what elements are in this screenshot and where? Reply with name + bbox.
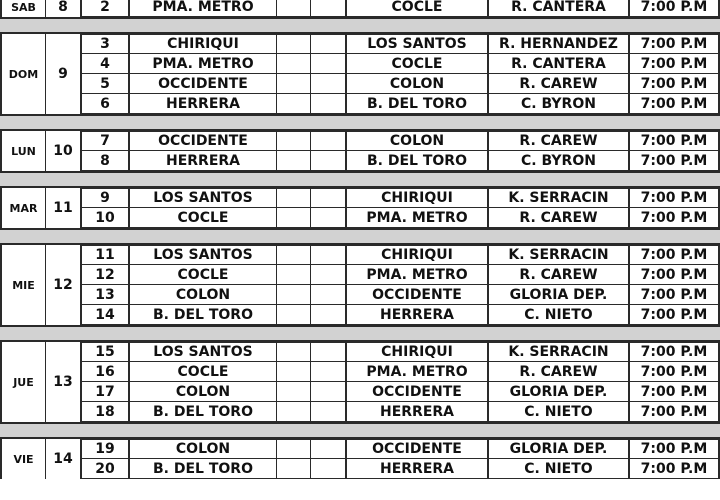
away-team-cell: COLON [347, 132, 489, 150]
score-cell-home [277, 402, 311, 421]
date-number: 9 [46, 34, 82, 114]
home-team-cell: PMA. METRO [130, 54, 277, 73]
time-cell: 7:00 P.M [630, 285, 720, 304]
venue-cell: R. CANTERA [489, 54, 630, 73]
score-cell-away [311, 74, 347, 93]
home-team-cell: LOS SANTOS [130, 246, 277, 264]
group-separator [0, 17, 720, 34]
date-number: 14 [46, 439, 82, 479]
score-cell-home [277, 189, 311, 207]
time-cell: 7:00 P.M [630, 208, 720, 227]
time-cell: 7:00 P.M [630, 132, 720, 150]
home-team-cell: HERRERA [130, 151, 277, 170]
match-row [82, 131, 720, 151]
home-team-cell: LOS SANTOS [130, 189, 277, 207]
away-team-cell: HERRERA [347, 402, 489, 421]
day-group [0, 131, 720, 171]
home-team-cell: PMA. METRO [130, 0, 277, 16]
game-number-cell: 9 [82, 189, 130, 207]
match-rows [82, 34, 720, 114]
time-cell: 7:00 P.M [630, 74, 720, 93]
score-cell-home [277, 94, 311, 113]
away-team-cell: COLON [347, 74, 489, 93]
match-row [82, 188, 720, 208]
game-number-cell: 8 [82, 151, 130, 170]
score-cell-home [277, 35, 311, 53]
score-cell-home [277, 459, 311, 478]
venue-cell: R. CAREW [489, 208, 630, 227]
venue-cell: C. NIETO [489, 402, 630, 421]
match-row [82, 362, 720, 382]
game-number-cell: 19 [82, 440, 130, 458]
score-cell-away [311, 151, 347, 170]
score-cell-home [277, 132, 311, 150]
match-rows [82, 131, 720, 171]
time-cell: 7:00 P.M [630, 440, 720, 458]
venue-cell: K. SERRACIN [489, 246, 630, 264]
away-team-cell: LOS SANTOS [347, 35, 489, 53]
time-cell: 7:00 P.M [630, 382, 720, 401]
game-number-cell: 16 [82, 362, 130, 381]
home-team-cell: OCCIDENTE [130, 74, 277, 93]
venue-cell: C. NIETO [489, 305, 630, 324]
away-team-cell: PMA. METRO [347, 362, 489, 381]
group-separator [0, 422, 720, 439]
game-number-cell: 20 [82, 459, 130, 478]
venue-cell: K. SERRACIN [489, 189, 630, 207]
game-number-cell: 18 [82, 402, 130, 421]
match-row [82, 0, 720, 17]
time-cell: 7:00 P.M [630, 459, 720, 478]
away-team-cell: CHIRIQUI [347, 189, 489, 207]
score-cell-away [311, 54, 347, 73]
day-group [0, 34, 720, 114]
match-row [82, 382, 720, 402]
score-cell-home [277, 0, 311, 16]
venue-cell: R. CAREW [489, 74, 630, 93]
time-cell: 7:00 P.M [630, 0, 720, 16]
venue-cell: GLORIA DEP. [489, 440, 630, 458]
day-group [0, 439, 720, 479]
away-team-cell: CHIRIQUI [347, 343, 489, 361]
away-team-cell: PMA. METRO [347, 208, 489, 227]
match-rows [82, 188, 720, 228]
date-number: 13 [46, 342, 82, 422]
time-cell: 7:00 P.M [630, 343, 720, 361]
score-cell-home [277, 343, 311, 361]
score-cell-home [277, 265, 311, 284]
score-cell-home [277, 208, 311, 227]
away-team-cell: PMA. METRO [347, 265, 489, 284]
date-number: 12 [46, 245, 82, 325]
match-row [82, 342, 720, 362]
home-team-cell: COCLE [130, 362, 277, 381]
home-team-cell: CHIRIQUI [130, 35, 277, 53]
score-cell-away [311, 35, 347, 53]
match-row [82, 439, 720, 459]
time-cell: 7:00 P.M [630, 362, 720, 381]
game-number-cell: 12 [82, 265, 130, 284]
date-number: 10 [46, 131, 82, 171]
score-cell-away [311, 285, 347, 304]
day-group [0, 342, 720, 422]
away-team-cell: COCLE [347, 0, 489, 16]
match-row [82, 402, 720, 422]
match-rows [82, 245, 720, 325]
home-team-cell: COCLE [130, 208, 277, 227]
weekday-label: LUN [0, 131, 46, 171]
home-team-cell: COLON [130, 440, 277, 458]
game-number-cell: 4 [82, 54, 130, 73]
score-cell-away [311, 265, 347, 284]
group-separator [0, 114, 720, 131]
away-team-cell: OCCIDENTE [347, 382, 489, 401]
game-number-cell: 5 [82, 74, 130, 93]
time-cell: 7:00 P.M [630, 54, 720, 73]
home-team-cell: COLON [130, 382, 277, 401]
score-cell-home [277, 74, 311, 93]
weekday-label: DOM [0, 34, 46, 114]
weekday-label: JUE [0, 342, 46, 422]
score-cell-home [277, 305, 311, 324]
match-row [82, 54, 720, 74]
time-cell: 7:00 P.M [630, 94, 720, 113]
group-separator [0, 325, 720, 342]
game-number-cell: 11 [82, 246, 130, 264]
match-row [82, 285, 720, 305]
day-group [0, 245, 720, 325]
venue-cell: R. CAREW [489, 132, 630, 150]
venue-cell: GLORIA DEP. [489, 285, 630, 304]
score-cell-away [311, 362, 347, 381]
time-cell: 7:00 P.M [630, 151, 720, 170]
match-row [82, 151, 720, 171]
time-cell: 7:00 P.M [630, 35, 720, 53]
weekday-label: MIE [0, 245, 46, 325]
match-row [82, 34, 720, 54]
game-number-cell: 14 [82, 305, 130, 324]
match-row [82, 94, 720, 114]
time-cell: 7:00 P.M [630, 402, 720, 421]
score-cell-away [311, 189, 347, 207]
away-team-cell: OCCIDENTE [347, 440, 489, 458]
score-cell-away [311, 94, 347, 113]
venue-cell: K. SERRACIN [489, 343, 630, 361]
venue-cell: C. BYRON [489, 151, 630, 170]
game-number-cell: 10 [82, 208, 130, 227]
score-cell-home [277, 440, 311, 458]
home-team-cell: COLON [130, 285, 277, 304]
date-number: 11 [46, 188, 82, 228]
match-row [82, 459, 720, 479]
venue-cell: C. BYRON [489, 94, 630, 113]
match-row [82, 74, 720, 94]
score-cell-away [311, 246, 347, 264]
game-number-cell: 15 [82, 343, 130, 361]
venue-cell: R. CAREW [489, 362, 630, 381]
weekday-label: VIE [0, 439, 46, 479]
match-rows [82, 342, 720, 422]
day-group [0, 0, 720, 17]
home-team-cell: COCLE [130, 265, 277, 284]
game-number-cell: 7 [82, 132, 130, 150]
away-team-cell: OCCIDENTE [347, 285, 489, 304]
score-cell-away [311, 382, 347, 401]
score-cell-away [311, 132, 347, 150]
weekday-label: MAR [0, 188, 46, 228]
time-cell: 7:00 P.M [630, 246, 720, 264]
group-separator [0, 228, 720, 245]
away-team-cell: B. DEL TORO [347, 94, 489, 113]
match-rows [82, 0, 720, 17]
away-team-cell: CHIRIQUI [347, 246, 489, 264]
game-number-cell: 13 [82, 285, 130, 304]
venue-cell: R. CAREW [489, 265, 630, 284]
day-group [0, 188, 720, 228]
weekday-label: SAB [0, 0, 46, 17]
game-number-cell: 17 [82, 382, 130, 401]
score-cell-away [311, 305, 347, 324]
date-number: 8 [46, 0, 82, 17]
game-number-cell: 2 [82, 0, 130, 16]
away-team-cell: HERRERA [347, 305, 489, 324]
match-row [82, 265, 720, 285]
game-number-cell: 3 [82, 35, 130, 53]
away-team-cell: HERRERA [347, 459, 489, 478]
score-cell-home [277, 285, 311, 304]
match-rows [82, 439, 720, 479]
venue-cell: C. NIETO [489, 459, 630, 478]
score-cell-home [277, 54, 311, 73]
score-cell-home [277, 151, 311, 170]
match-row [82, 305, 720, 325]
venue-cell: GLORIA DEP. [489, 382, 630, 401]
home-team-cell: B. DEL TORO [130, 402, 277, 421]
game-number-cell: 6 [82, 94, 130, 113]
time-cell: 7:00 P.M [630, 305, 720, 324]
match-row [82, 208, 720, 228]
home-team-cell: OCCIDENTE [130, 132, 277, 150]
score-cell-home [277, 246, 311, 264]
home-team-cell: B. DEL TORO [130, 305, 277, 324]
score-cell-away [311, 0, 347, 16]
match-row [82, 245, 720, 265]
score-cell-away [311, 402, 347, 421]
home-team-cell: HERRERA [130, 94, 277, 113]
venue-cell: R. CANTERA [489, 0, 630, 16]
score-cell-away [311, 343, 347, 361]
away-team-cell: COCLE [347, 54, 489, 73]
score-cell-away [311, 459, 347, 478]
score-cell-away [311, 208, 347, 227]
score-cell-home [277, 382, 311, 401]
score-cell-home [277, 362, 311, 381]
home-team-cell: LOS SANTOS [130, 343, 277, 361]
time-cell: 7:00 P.M [630, 265, 720, 284]
group-separator [0, 171, 720, 188]
time-cell: 7:00 P.M [630, 189, 720, 207]
away-team-cell: B. DEL TORO [347, 151, 489, 170]
venue-cell: R. HERNANDEZ [489, 35, 630, 53]
score-cell-away [311, 440, 347, 458]
home-team-cell: B. DEL TORO [130, 459, 277, 478]
